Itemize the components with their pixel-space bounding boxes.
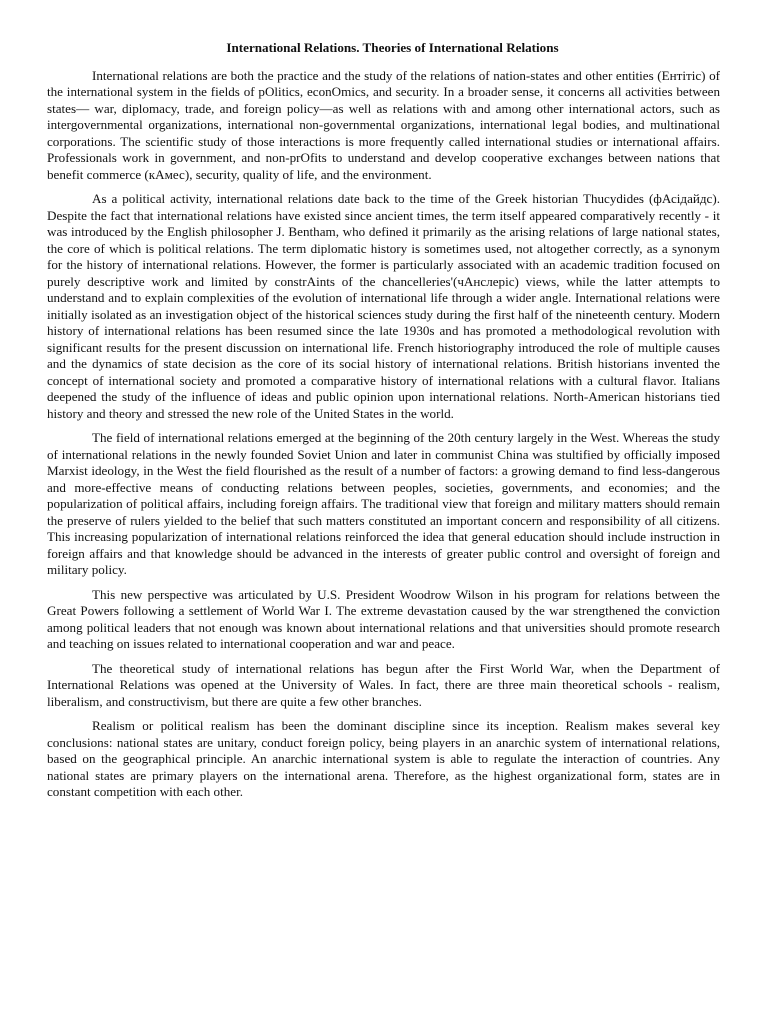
document-page: [47, 40, 720, 809]
paragraph-6: Realism or political realism has been the dominant discipline since its inception. Realism makes several key conclusions: national states are unitary, conduct foreign policy, being players in an anarchic system of international relations, based on the geographical principle. An anarchic international system is able to regulate the interaction of countries. Any national states are primary players on the international arena. Therefore, as the highest organizational form, states are in constant competition with each other.: [47, 718, 720, 799]
paragraph-1: International relations are both the practice and the study of the relations of nation-states and other entities (Ентітіс) of the international system in the fields of pOlitics, econOmics, and security. In a broader sense, it concerns all activities between states— war, diplomacy, trade, and foreign policy—as well as relations with and among other international actors, such as intergovernmental organizations, international non-governmental organizations, international legal bodies, and multinational corporations. The scientific study of those interactions is more frequently called international studies or international affairs. Professionals work in government, and non-prOfits to understand and develop cooperative exchanges between nations that benefit commerce (кАмес), security, quality of life, and the environment.: [47, 67, 720, 182]
document-title: International Relations. Theories of International Relations: [226, 40, 559, 55]
paragraph-5: The theoretical study of international relations has begun after the First World War, when the Department of International Relations was opened at the University of Wales. In fact, there are three main theoretical schools - realism, liberalism, and constructivism, but there are quite a few other branches.: [47, 660, 720, 709]
paragraph-2: As a political activity, international relations date back to the time of the Greek historian Thucydides (фАсідайдс). Despite the fact that international relations have existed since ancient times, the term itself appeared comparatively recently - it was introduced by the English philosopher J. Bentham, who defined it primarily as the arising relations of large national states, the core of which is political relations. The term diplomatic history is sometimes used, not altogether correctly, as a synonym for the history of international relations. However, the former is particularly associated with an academic tradition focused on purely descriptive work and limited by constrAints of the chancelleries'(чАнслеріс) views, while the latter attempts to understand and to explain complexities of the evolution of international life through a wider angle. International relations were initially isolated as an investigation object of the historical sciences study during the first half of the nineteenth century. Modern history of international relations has been resumed since the late 1930s and has promoted a methodological revolution with significant results for the present discussion on international life. French historiography introduced the role of multiple causes and the dynamics of state decision as the core of its social history of international relations. British historians invented the concept of international society and promoted a comparative history of international relations with a cultural flavor. Italians deepened the study of the influence of ideas and public opinion upon international relations. North-American historians tied history and theory and stressed the new role of the United States in the world.: [47, 191, 720, 421]
paragraph-3: The field of international relations emerged at the beginning of the 20th century largely in the West. Whereas the study of international relations in the newly founded Soviet Union and later in communist China was stultified by officially imposed Marxist ideology, in the West the field flourished as the result of a number of factors: a growing demand to find less-dangerous and more-effective means of conducting relations between peoples, societies, governments, and economies; and the popularization of political affairs, including foreign affairs. The traditional view that foreign and military matters should remain the preserve of rulers yielded to the belief that such matters constituted an important concern and responsibility of all citizens. This increasing popularization of international relations reinforced the idea that general education should include instruction in foreign affairs and that knowledge should be advanced in the interests of greater public control and oversight of foreign and military policy.: [47, 430, 720, 577]
paragraph-4: This new perspective was articulated by U.S. President Woodrow Wilson in his program for relations between the Great Powers following a settlement of World War I. The extreme devastation caused by the war strengthened the conviction among political leaders that not enough was known about international relations and that universities should promote research and teaching on issues related to international cooperation and war and peace.: [47, 586, 720, 651]
